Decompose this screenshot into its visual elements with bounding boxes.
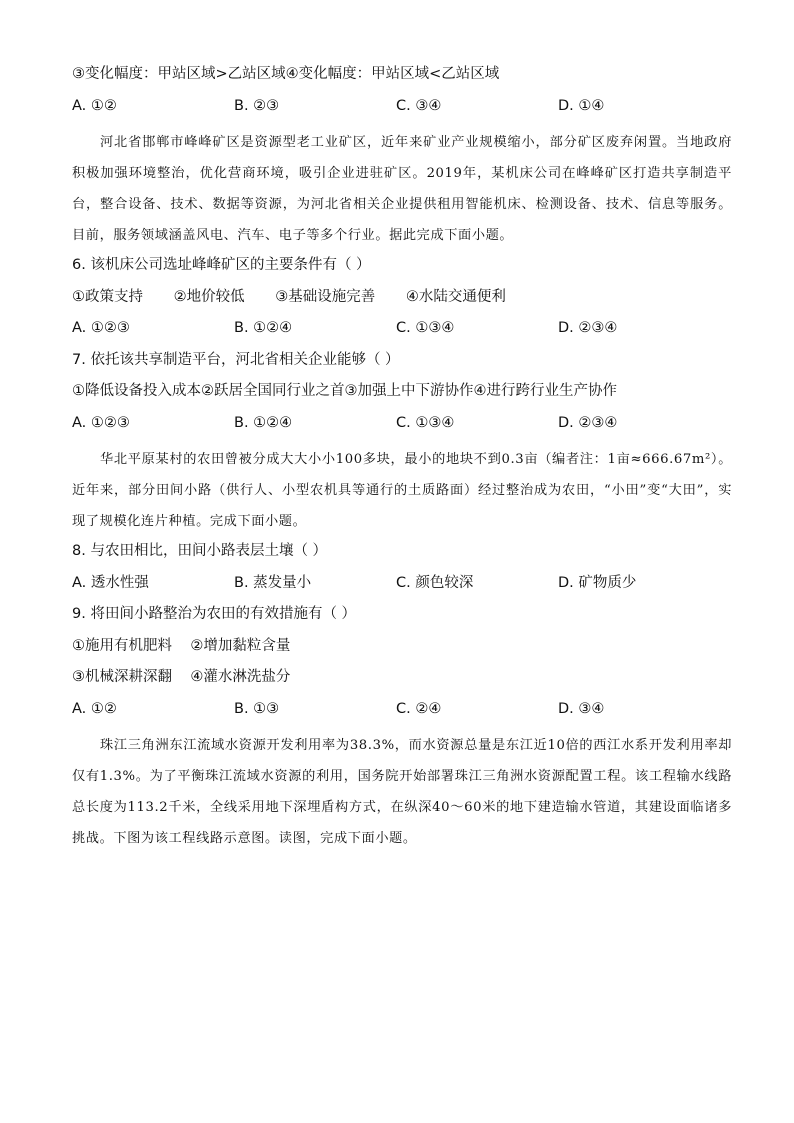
question-6-options	[72, 318, 746, 338]
question-8-stem: 8. 与农田相比，田间小路表层土壤（ ）	[72, 543, 328, 559]
statement-1: ①政策支持	[72, 288, 143, 305]
option-d: D. 矿物质少	[558, 574, 637, 591]
question-7-options	[72, 413, 746, 433]
option-d: D. ②③④	[558, 414, 618, 431]
option-a: A. ①②③	[72, 320, 130, 336]
option-a: A. ①②	[72, 97, 117, 114]
question-9-stem: 9. 将田间小路整治为农田的有效措施有（ ）	[72, 606, 357, 622]
question-7-stem: 7. 依托该共享制造平台，河北省相关企业能够（ ）	[72, 351, 400, 368]
passage-pearl-river: 珠江三角洲东江流域水资源开发利用率为38.3%，而水资源总量是东江近10倍的西江水系开发利用率却仅有1.3%。为了平衡珠江流域水资源的利用，国务院开始部署珠江三角洲水资源配置工程。该工程输水线路总长度为113.2千米，全线采用地下深埋盾构方式，在纵深40～60米的地下建造输水管道，其建设面临诸多挑战。下图为该工程线路示意图。读图，完成下面小题。	[72, 738, 732, 846]
option-c: C. ②④	[396, 700, 442, 717]
option-b: B. ②③	[234, 97, 280, 114]
option-d: D. ③④	[558, 700, 605, 717]
option-c: C. 颜色较深	[396, 574, 474, 591]
question-9-options	[72, 699, 746, 719]
option-b: B. 蒸发量小	[234, 574, 312, 591]
question-6-statements	[72, 287, 746, 307]
question-7-statements: ①降低设备投入成本②跃居全国同行业之首③加强上中下游协作④进行跨行业生产协作	[72, 383, 617, 399]
passage-fengfeng: 河北省邯郸市峰峰矿区是资源型老工业矿区，近年来矿业产业规模缩小，部分矿区废弃闲置。当地政府积极加强环境整治，优化营商环境，吸引企业进驻矿区。2019年，某机床公司在峰峰矿区打造共享制造平台，整合设备、技术、数据等资源，为河北省相关企业提供租用智能机床、检测设备、技术、信息等服务。目前，服务领域涵盖风电、汽车、电子等多个行业。据此完成下面小题。	[72, 135, 732, 243]
question-6-stem: 6. 该机床公司选址峰峰矿区的主要条件有（ ）	[72, 257, 371, 273]
option-a: A. ①②③	[72, 414, 130, 431]
option-b: B. ①②④	[234, 320, 293, 336]
statement-2: ②地价较低	[173, 288, 245, 305]
statement-4: ④水陆交通便利	[405, 288, 506, 305]
option-d: D. ①④	[558, 97, 605, 114]
option-a: A. 透水性强	[72, 574, 149, 591]
option-d: D. ②③④	[558, 320, 618, 336]
statement-3: ③基础设施完善	[275, 288, 376, 305]
option-c: C. ③④	[396, 97, 442, 114]
question-8-options	[72, 573, 746, 593]
answer-options	[72, 96, 746, 116]
option-c: C. ①③④	[396, 320, 455, 336]
option-a: A. ①②	[72, 700, 117, 717]
question-9-statements-row2: ③机械深耕深翻 ④灌水淋洗盐分	[72, 669, 291, 685]
option-b: B. ①②④	[234, 414, 293, 431]
option-c: C. ①③④	[396, 414, 455, 431]
option-b: B. ①③	[234, 700, 280, 717]
statement-line: ③变化幅度：甲站区域>乙站区域④变化幅度：甲站区域<乙站区域	[72, 66, 500, 82]
passage-farmland: 华北平原某村的农田曾被分成大大小小100多块，最小的地块不到0.3亩（编者注：1亩≈666.67m²）。近年来，部分田间小路（供行人、小型农机具等通行的土质路面）经过整治成为农田，“小田”变“大田”，实现了规模化连片种植。完成下面小题。	[72, 452, 732, 529]
question-9-statements-row1: ①施用有机肥料 ②增加黏粒含量	[72, 637, 291, 654]
